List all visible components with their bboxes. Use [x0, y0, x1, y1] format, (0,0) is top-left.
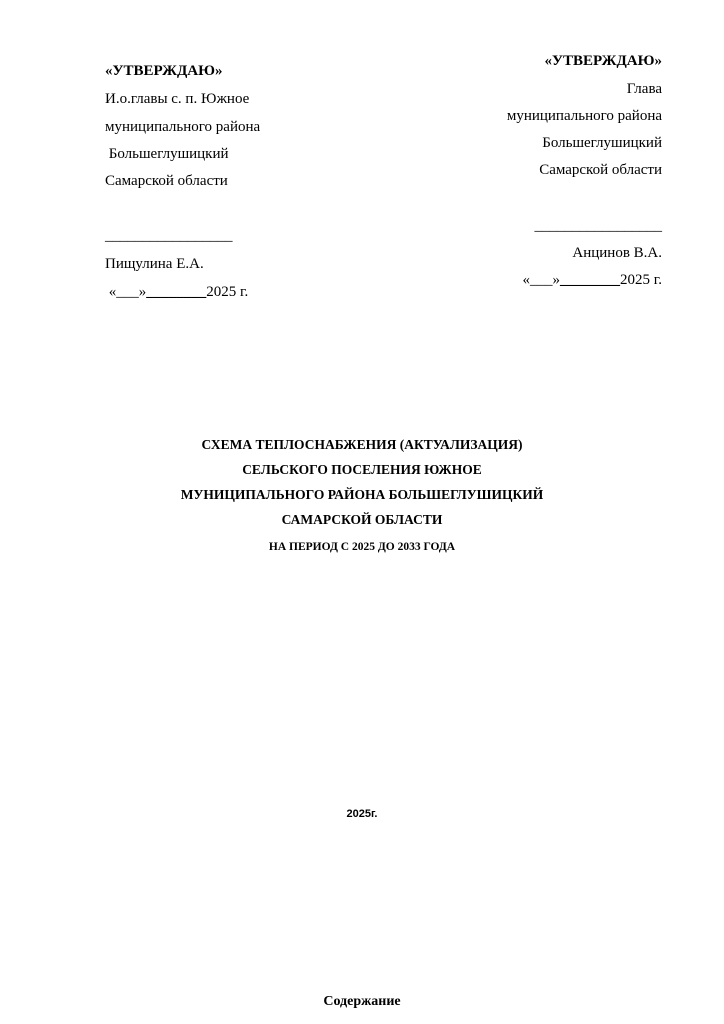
left-approval-position: И.о.главы с. п. Южное	[105, 91, 250, 107]
left-approval-heading: «УТВЕРЖДАЮ»	[105, 63, 223, 79]
left-date-day-blank: ___	[116, 284, 139, 300]
right-approval-district: муниципального района	[506, 108, 662, 124]
left-date-month-blank: ________	[146, 284, 207, 300]
left-date-year: 2025 г.	[206, 284, 249, 300]
right-date-day-blank: ___	[530, 272, 553, 288]
right-approval-date	[523, 271, 662, 289]
right-signatory-name: Анцинов В.А.	[572, 245, 662, 261]
contents-heading: Содержание	[323, 994, 401, 1009]
left-date-quote-open: «	[105, 284, 117, 300]
right-approval-region: Самарской области	[539, 162, 662, 178]
left-approval-district: муниципального района	[105, 119, 261, 135]
left-signatory-name: Пищулина Е.А.	[105, 256, 204, 272]
left-signature-line: _________________	[105, 228, 233, 244]
right-date-quote-open: «	[522, 272, 531, 288]
right-date-month-blank: ________	[560, 272, 621, 288]
title-line-4: САМАРСКОЙ ОБЛАСТИ	[281, 512, 443, 527]
document-year: 2025г.	[346, 808, 378, 820]
right-signature-line: _________________	[534, 218, 662, 234]
left-approval-region: Самарской области	[105, 173, 228, 189]
title-line-3: МУНИЦИПАЛЬНОГО РАЙОНА БОЛЬШЕГЛУШИЦКИЙ	[180, 487, 544, 502]
title-line-2: СЕЛЬСКОГО ПОСЕЛЕНИЯ ЮЖНОЕ	[242, 462, 482, 477]
title-line-1: СХЕМА ТЕПЛОСНАБЖЕНИЯ (АКТУАЛИЗАЦИЯ)	[201, 437, 523, 452]
left-approval-date	[105, 283, 248, 301]
right-date-quote-close: »	[552, 272, 561, 288]
title-period: НА ПЕРИОД С 2025 ДО 2033 ГОДА	[268, 541, 456, 553]
right-approval-district-name: Большеглушицкий	[542, 135, 662, 151]
right-approval-position: Глава	[626, 81, 662, 97]
right-approval-heading: «УТВЕРЖДАЮ»	[544, 53, 662, 69]
left-date-quote-close: »	[138, 284, 147, 300]
right-date-year: 2025 г.	[620, 272, 662, 288]
left-approval-district-name: Большеглушицкий	[105, 146, 229, 162]
